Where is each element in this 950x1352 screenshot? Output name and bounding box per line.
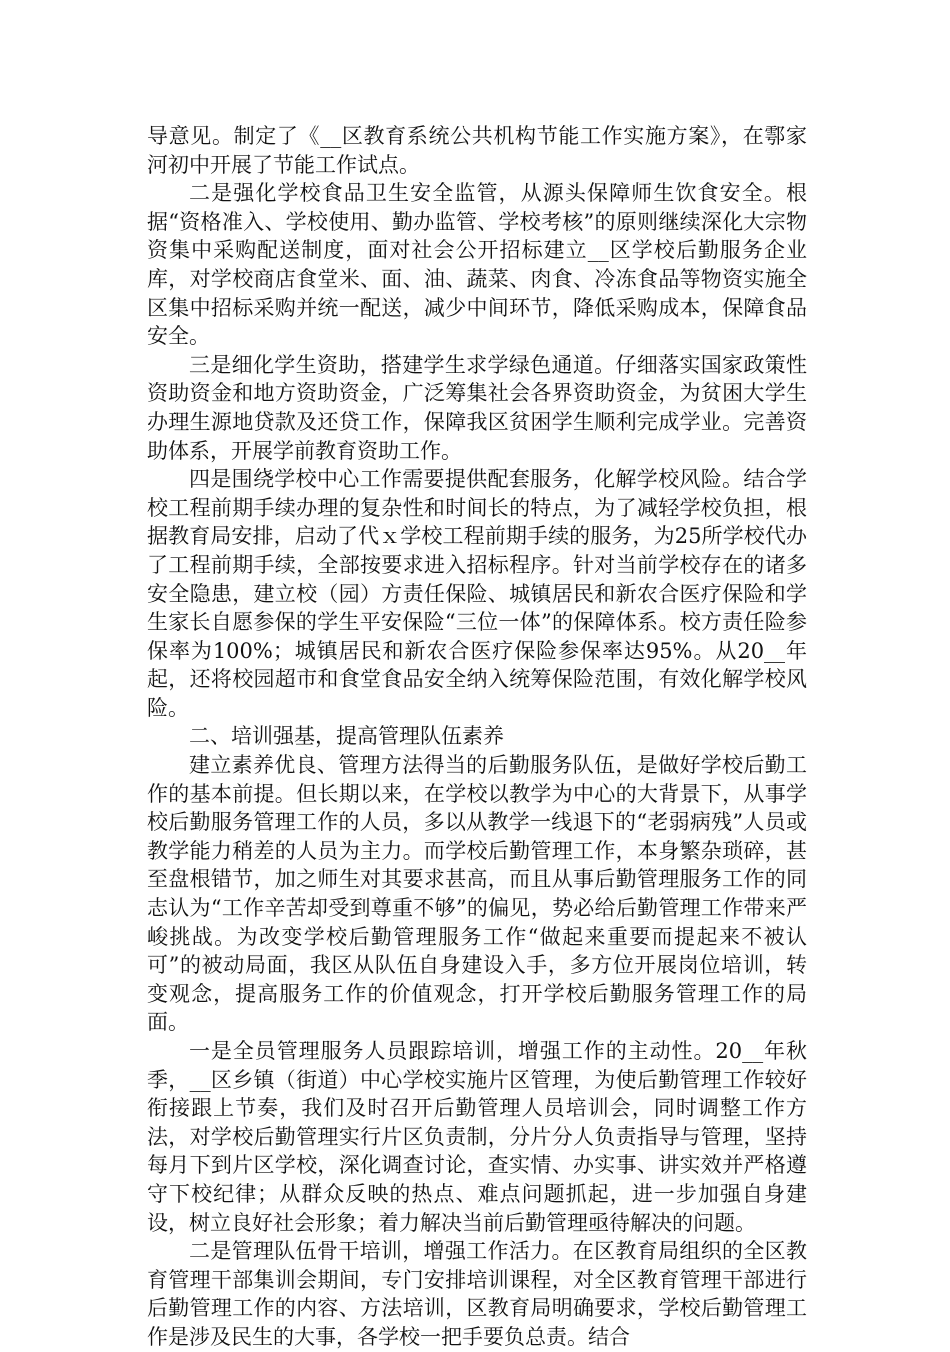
paragraph-6: 一是全员管理服务人员跟踪培训，增强工作的主动性。20__年秋季，__区乡镇（街道）中心学校实施片区管理，为使后勤管理工作较好衔接跟上节奏，我们及时召开后勤管理人员培训会，同时调整工作方法，对学校后勤管理实行片区负责制，分片分人负责指导与管理，坚持每月下到片区学校，深化调查讨论，查实情、办实事、讲实效并严格遵守下校纪律；从群众反映的热点、难点问题抓起，进一步加强自身建设，树立良好社会形象；着力解决当前后勤管理亟待解决的问题。 bbox=[147, 1039, 807, 1235]
document-page bbox=[147, 122, 807, 1352]
paragraph-7: 二是管理队伍骨干培训，增强工作活力。在区教育局组织的全区教育管理干部集训会期间，专门安排培训课程，对全区教育管理干部进行后勤管理工作的内容、方法培训，区教育局明确要求，学校后勤管理工作是涉及民生的大事，各学校一把手要负总责。结合 bbox=[147, 1239, 807, 1349]
paragraph-1: 导意见。制定了《__区教育系统公共机构节能工作实施方案》，在鄠家河初中开展了节能工作试点。 bbox=[147, 124, 807, 177]
paragraph-2: 二是强化学校食品卫生安全监管，从源头保障师生饮食安全。根据“资格准入、学校使用、勤办监管、学校考核”的原则继续深化大宗物资集中采购配送制度，面对社会公开招标建立__区学校后勤服务企业库，对学校商店食堂米、面、油、蔬菜、肉食、冷冻食品等物资实施全区集中招标采购并统一配送，减少中间环节，降低采购成本，保障食品安全。 bbox=[147, 181, 807, 349]
paragraph-3: 三是细化学生资助，搭建学生求学绿色通道。仔细落实国家政策性资助资金和地方资助资金，广泛筹集社会各界资助资金，为贫困大学生办理生源地贷款及还贷工作，保障我区贫困学生顺利完成学业。完善资助体系，开展学前教育资助工作。 bbox=[147, 352, 807, 463]
paragraph-4: 四是围绕学校中心工作需要提供配套服务，化解学校风险。结合学校工程前期手续办理的复杂性和时间长的特点，为了减轻学校负担，根据教育局安排，启动了代ｘ学校工程前期手续的服务，为25所学校代办了工程前期手续，全部按要求进入招标程序。针对当前学校存在的诸多安全隐患，建立校（园）方责任保险、城镇居民和新农合医疗保险和学生家长自愿参保的学生平安保险“三位一体”的保障体系。校方责任险参保率为100%；城镇居民和新农合医疗保险参保率达95%。从20__年起，还将校园超市和食堂食品安全纳入统筹保险范围，有效化解学校风险。 bbox=[147, 467, 807, 720]
section-heading: 二、培训强基，提高管理队伍素养 bbox=[189, 724, 504, 749]
paragraph-5: 建立素养优良、管理方法得当的后勤服务队伍，是做好学校后勤工作的基本前提。但长期以来，在学校以教学为中心的大背景下，从事学校后勤服务管理工作的人员，多以从教学一线退下的“老弱病残”人员或教学能力稍差的人员为主力。而学校后勤管理工作，本身繁杂琐碎，甚至盘根错节，加之师生对其要求甚高，而且从事后勤管理服务工作的同志认为“工作辛苦却受到尊重不够”的偏见，势必给后勤管理工作带来严峻挑战。为改变学校后勤管理服务工作“做起来重要而提起来不被认可”的被动局面，我区从队伍自身建设入手，多方位开展岗位培训，转变观念，提高服务工作的价值观念，打开学校后勤服务管理工作的局面。 bbox=[147, 753, 807, 1035]
